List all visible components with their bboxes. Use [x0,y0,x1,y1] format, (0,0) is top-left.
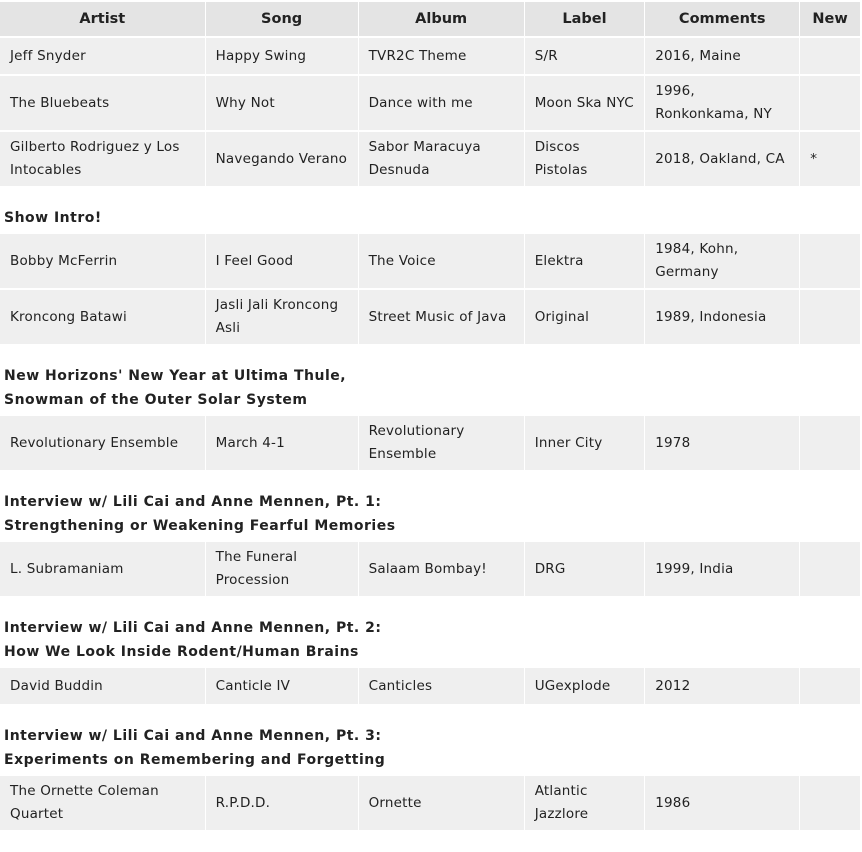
comments-cell: 1989, Indonesia [645,290,799,344]
new-cell [800,38,860,74]
segment-row [0,706,860,774]
segment-title-line: Experiments on Remembering and Forgetting [4,752,386,768]
song-cell: The Funeral Procession [206,542,358,596]
album-cell: Dance with me [359,76,524,130]
artist-cell: The Bluebeats [0,76,205,130]
album-cell: TVR2C Theme [359,38,524,74]
segment-title-line: New Horizons' New Year at Ultima Thule, [4,368,347,384]
new-cell [800,542,860,596]
label-cell: Elektra [525,234,645,288]
track-row [0,76,860,130]
segment-row [0,346,860,414]
comments-cell: 2016, Maine [645,38,799,74]
album-cell: Salaam Bombay! [359,542,524,596]
label-cell: Inner City [525,416,645,470]
column-header-label: Label [525,2,645,36]
song-cell: R.P.D.D. [206,776,358,830]
artist-cell: L. Subramaniam [0,542,205,596]
new-cell [800,416,860,470]
segment-title-line: Interview w/ Lili Cai and Anne Mennen, Pt. 3: [4,728,382,744]
album-cell: The Voice [359,234,524,288]
label-cell: Atlantic Jazzlore [525,776,645,830]
column-header-new: New [800,2,860,36]
track-row [0,668,860,704]
label-cell: Discos Pistolas [525,132,645,186]
song-cell: Why Not [206,76,358,130]
comments-cell: 2018, Oakland, CA [645,132,799,186]
track-row [0,290,860,344]
track-row [0,542,860,596]
column-header-album: Album [359,2,524,36]
track-row [0,234,860,288]
song-cell: I Feel Good [206,234,358,288]
new-cell: * [800,132,860,186]
album-cell: Street Music of Java [359,290,524,344]
label-cell: S/R [525,38,645,74]
segment-title-line: Snowman of the Outer Solar System [4,392,308,408]
segment-title [0,472,860,540]
song-cell: Canticle IV [206,668,358,704]
segment-title-line: Strengthening or Weakening Fearful Memories [4,518,396,534]
artist-cell: Bobby McFerrin [0,234,205,288]
song-cell: Navegando Verano [206,132,358,186]
segment-title-line: Show Intro! [4,210,102,226]
header-row [0,2,860,36]
artist-cell: David Buddin [0,668,205,704]
new-cell [800,290,860,344]
new-cell [800,668,860,704]
segment-title [0,706,860,774]
track-row [0,132,860,186]
new-cell [800,76,860,130]
song-cell: March 4-1 [206,416,358,470]
label-cell: DRG [525,542,645,596]
song-cell: Jasli Jali Kroncong Asli [206,290,358,344]
album-cell: Ornette [359,776,524,830]
album-cell: Canticles [359,668,524,704]
segment-title-line: How We Look Inside Rodent/Human Brains [4,644,359,660]
segment-title-line: Interview w/ Lili Cai and Anne Mennen, Pt. 2: [4,620,382,636]
column-header-artist: Artist [0,2,205,36]
comments-cell: 1984, Kohn, Germany [645,234,799,288]
comments-cell: 1978 [645,416,799,470]
new-cell [800,234,860,288]
segment-title [0,598,860,666]
segment-row [0,472,860,540]
track-row [0,38,860,74]
album-cell: Sabor Maracuya Desnuda [359,132,524,186]
artist-cell: Gilberto Rodriguez y Los Intocables [0,132,205,186]
segment-title-line: Interview w/ Lili Cai and Anne Mennen, Pt. 1: [4,494,382,510]
label-cell: UGexplode [525,668,645,704]
track-row [0,776,860,830]
artist-cell: Revolutionary Ensemble [0,416,205,470]
comments-cell: 1996, Ronkonkama, NY [645,76,799,130]
comments-cell: 1999, India [645,542,799,596]
label-cell: Original [525,290,645,344]
album-cell: Revolutionary Ensemble [359,416,524,470]
segment-title [0,346,860,414]
artist-cell: Jeff Snyder [0,38,205,74]
label-cell: Moon Ska NYC [525,76,645,130]
comments-cell: 1986 [645,776,799,830]
new-cell [800,776,860,830]
song-cell: Happy Swing [206,38,358,74]
artist-cell: Kroncong Batawi [0,290,205,344]
artist-cell: The Ornette Coleman Quartet [0,776,205,830]
comments-cell: 2012 [645,668,799,704]
segment-row [0,188,860,232]
column-header-song: Song [206,2,358,36]
segment-row [0,598,860,666]
track-row [0,416,860,470]
column-header-comments: Comments [645,2,799,36]
segment-title [0,188,860,232]
